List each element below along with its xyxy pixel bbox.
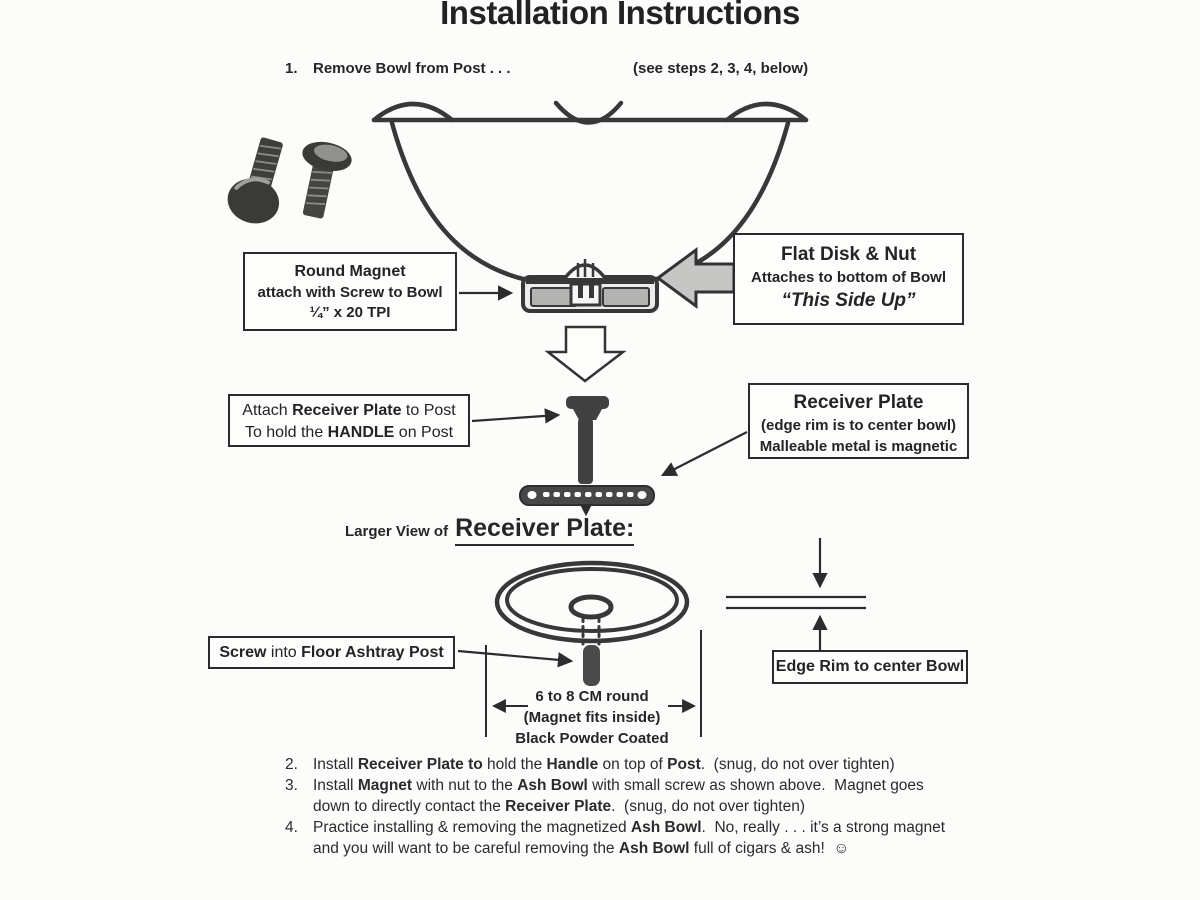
- screw-into-post-connector-arrow: [458, 651, 571, 661]
- page-title: Installation Instructions: [440, 0, 800, 31]
- flat-disk-callout: [733, 233, 964, 325]
- plate-end-hole-right: [638, 491, 647, 499]
- dimension-caption: [502, 686, 682, 749]
- dimension-line1: 6 to 8 CM round: [535, 688, 649, 705]
- receiver-plate-top-view: [497, 563, 687, 686]
- edge-rim-line: Edge Rim to center Bowl: [775, 658, 965, 675]
- step-3-number: 3.: [285, 777, 298, 794]
- screw-photo-2: [290, 138, 355, 223]
- receiver-plate-line3: Malleable metal is magnetic: [759, 438, 958, 455]
- floor-post-screw-shaft: [583, 645, 600, 686]
- receiver-plate-title: Receiver Plate: [793, 392, 924, 413]
- screw-photo-1: [222, 132, 296, 229]
- round-magnet-line2: attach with Screw to Bowl: [257, 284, 443, 301]
- step-2-line1: Install Receiver Plate to hold the Handle on top of Post. (snug, do not over tighten): [313, 756, 895, 773]
- plate-end-hole-left: [528, 491, 537, 499]
- round-magnet-line3: ¼” x 20 TPI: [309, 304, 391, 321]
- attach-receiver-line2: To hold the HANDLE on Post: [244, 424, 454, 441]
- center-nut-slot-left: [578, 285, 583, 298]
- bowl-left-handle-hump: [374, 104, 452, 120]
- attach-receiver-callout: [228, 394, 470, 447]
- step-3-line2: down to directly contact the Receiver Plate. (snug, do not over tighten): [313, 798, 806, 815]
- flat-disk-quote: “This Side Up”: [781, 290, 916, 311]
- receiver-plate-side-view: [520, 396, 654, 505]
- receiver-plate-line2: (edge rim is to center bowl): [760, 417, 957, 434]
- plate-slot-holes: [543, 492, 634, 497]
- disk-center-hole: [571, 597, 611, 617]
- receiver-plate-connector-arrow: [663, 432, 747, 475]
- step-4-number: 4.: [285, 819, 298, 836]
- step-4: [285, 817, 975, 859]
- dimension-line2: (Magnet fits inside): [523, 709, 661, 726]
- magnet-block-right: [603, 288, 649, 306]
- screws-photo: [222, 132, 354, 229]
- step-2-number: 2.: [285, 756, 298, 773]
- step1-number: 1.: [285, 60, 298, 77]
- center-nut-slot-right: [589, 285, 594, 298]
- instruction-steps: [285, 754, 975, 859]
- step1-note: (see steps 2, 3, 4, below): [633, 60, 809, 77]
- flat-disk-title: Flat Disk & Nut: [780, 244, 917, 265]
- down-block-arrow-icon: [548, 327, 623, 381]
- attach-receiver-connector-arrow: [472, 415, 558, 421]
- step-4-line1: Practice installing & removing the magnetized Ash Bowl. No, really . . . it’s a strong magnet: [313, 819, 946, 836]
- round-magnet-title: Round Magnet: [294, 263, 406, 280]
- step-2: [285, 754, 975, 775]
- screw-into-post-line: Screw into Floor Ashtray Post: [219, 644, 444, 661]
- post-screw-head: [566, 396, 609, 409]
- step-4-line2: and you will want to be careful removing the Ash Bowl full of cigars & ash! ☺: [313, 840, 850, 857]
- step-3: [285, 775, 975, 817]
- larger-view-title: Receiver Plate:: [455, 514, 634, 546]
- disk-inner-rim: [507, 569, 677, 631]
- larger-view-prefix: Larger View of: [345, 523, 449, 540]
- screw-into-post-callout: [208, 636, 455, 669]
- receiver-plate-callout: [748, 383, 969, 459]
- post-screw-shaft: [578, 418, 593, 484]
- center-nut: [571, 284, 600, 305]
- dimension-line3: Black Powder Coated: [515, 730, 669, 747]
- larger-view-heading: [345, 514, 634, 546]
- flat-disk-block-arrow-icon: [658, 250, 734, 306]
- attach-receiver-line1: Attach Receiver Plate to Post: [242, 402, 456, 419]
- flat-disk-line2: Attaches to bottom of Bowl: [751, 269, 946, 286]
- edge-rim-measurement: [726, 538, 866, 650]
- bowl-right-handle-hump: [727, 104, 806, 120]
- magnet-assembly-drawing: [523, 259, 657, 311]
- step-3-line1: Install Magnet with nut to the Ash Bowl with small screw as shown above. Magnet goes: [313, 777, 924, 794]
- round-magnet-callout: [243, 252, 457, 331]
- step1-text: Remove Bowl from Post . . .: [313, 60, 511, 77]
- edge-rim-callout: [772, 650, 968, 684]
